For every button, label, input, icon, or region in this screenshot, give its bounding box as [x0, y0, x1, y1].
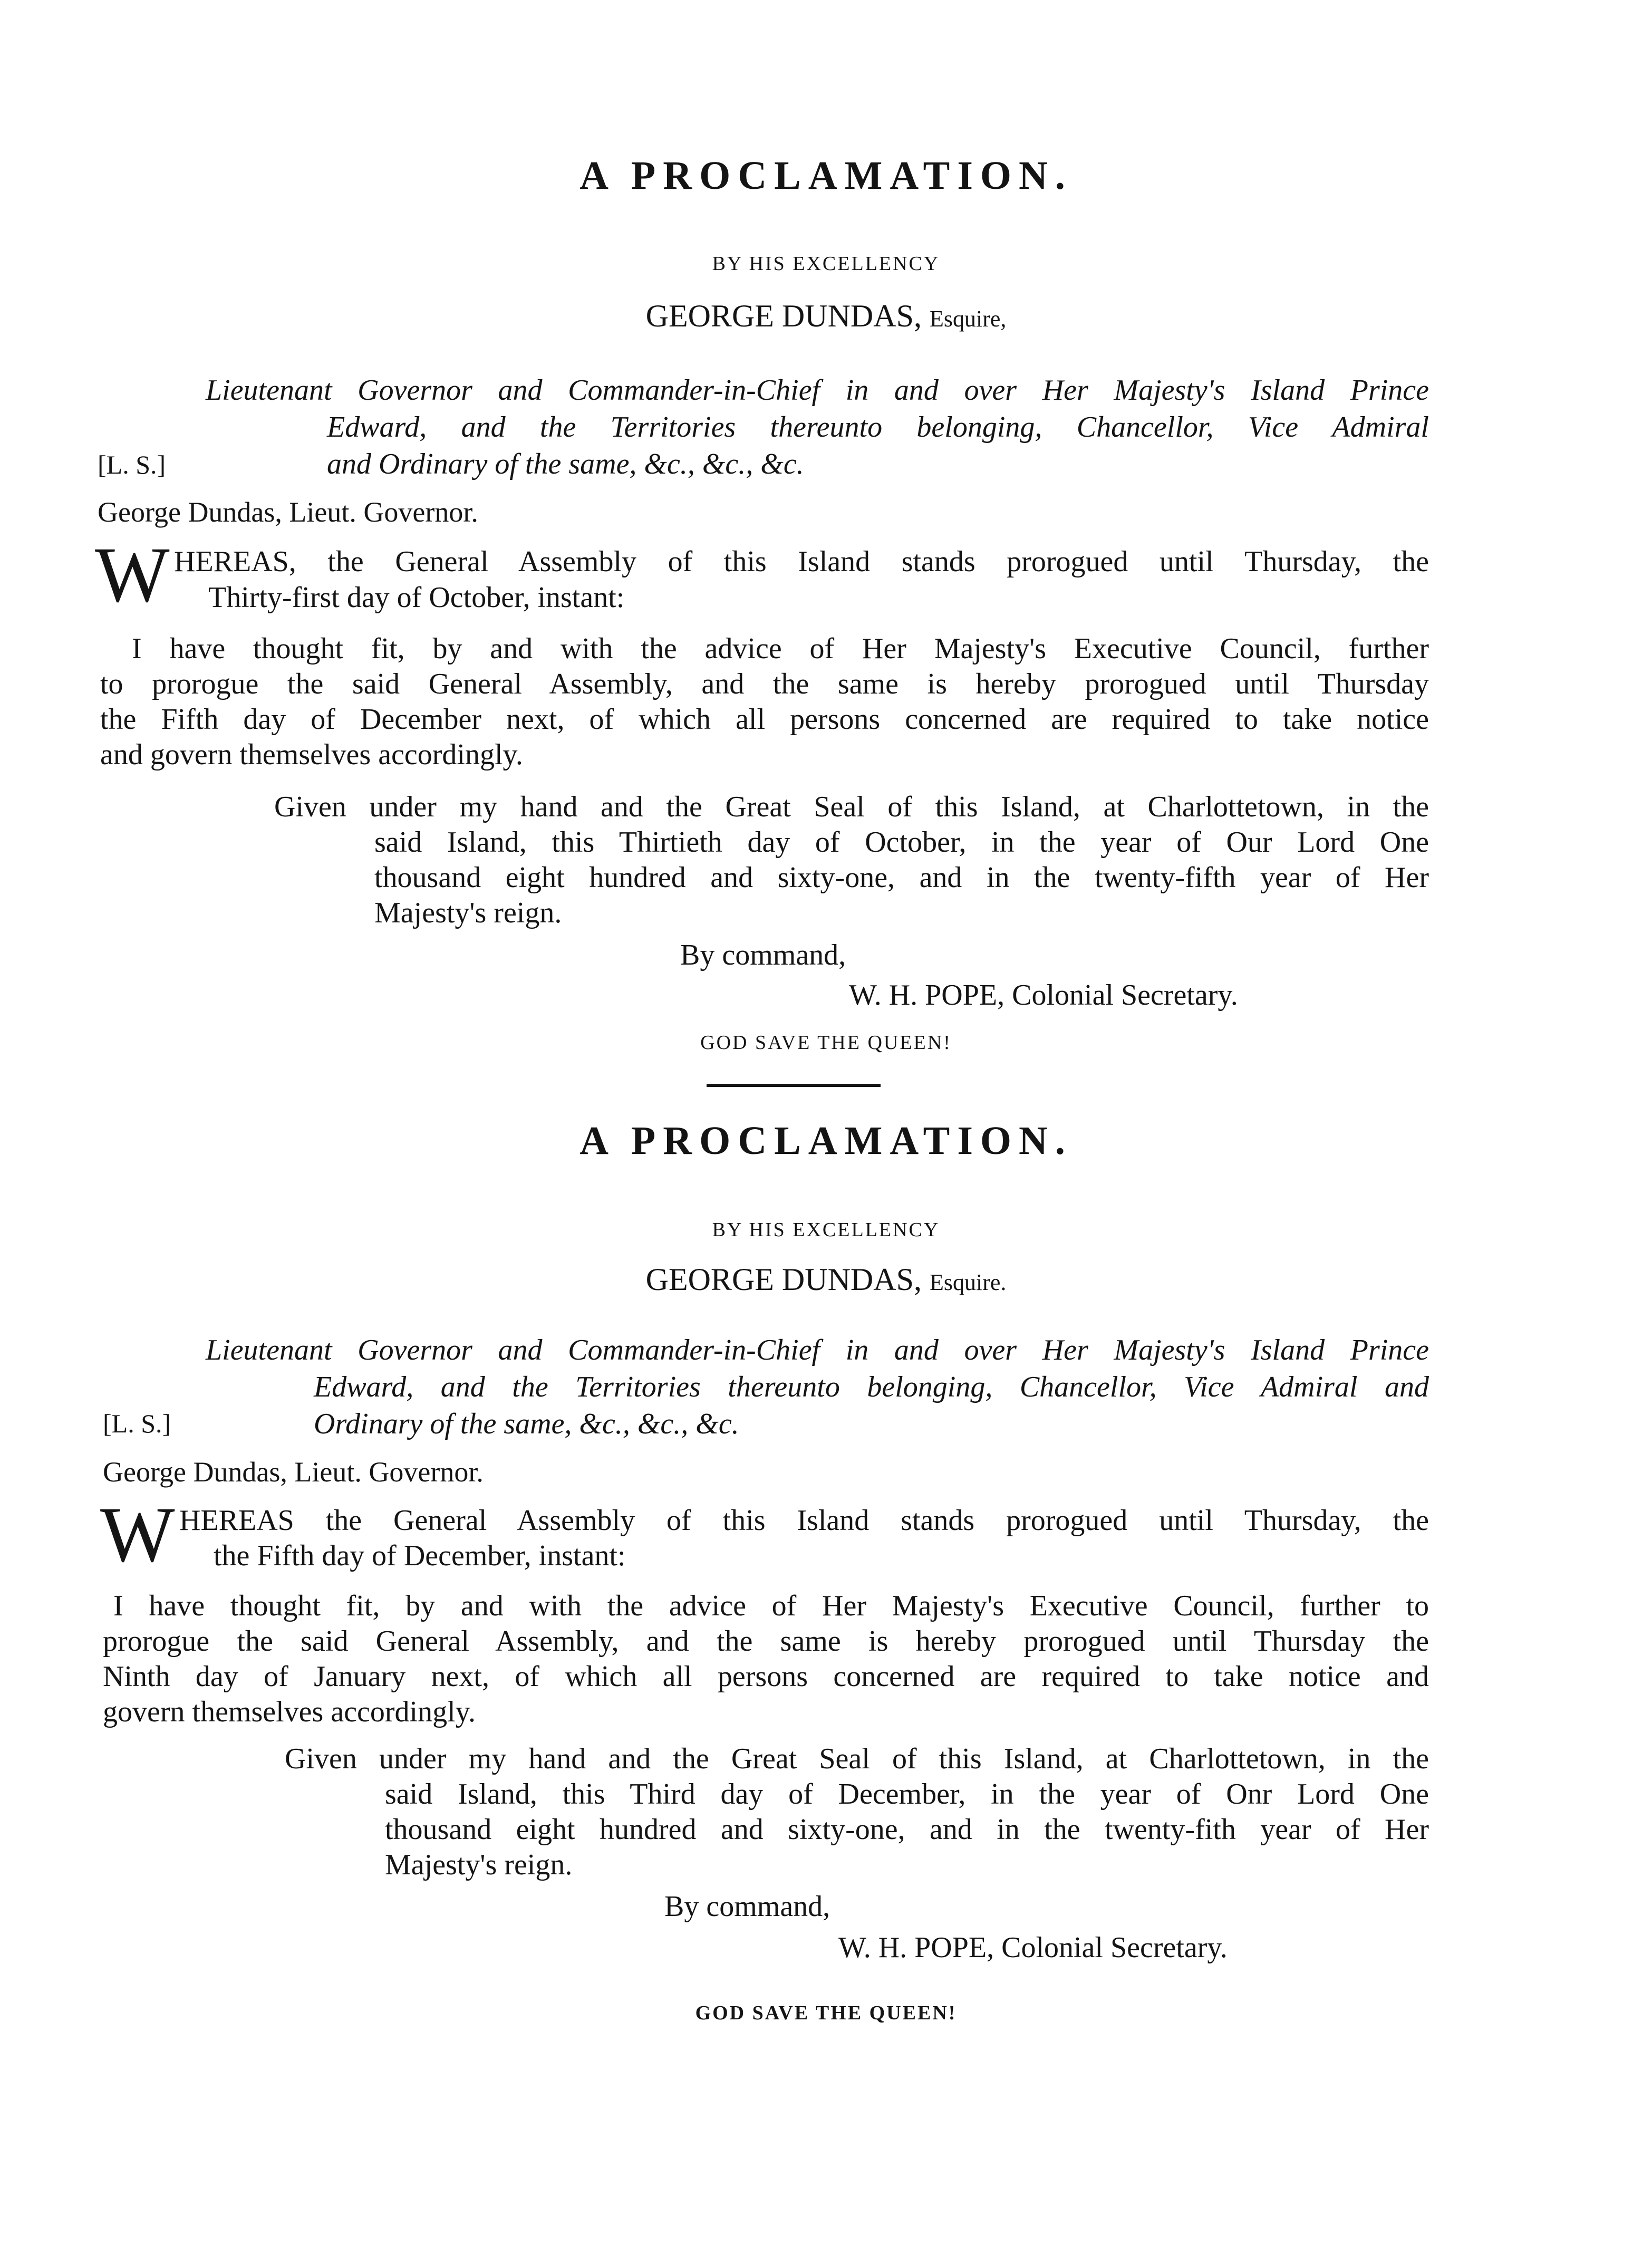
section-divider	[707, 1084, 881, 1087]
whereas-line-2: the Fifth day of December, instant:	[214, 1539, 626, 1572]
seal-mark: [L. S.]	[103, 1409, 171, 1438]
byline: BY HIS EXCELLENCY	[712, 1219, 940, 1241]
given-line-4: Majesty's reign.	[374, 897, 562, 929]
signature-line: George Dundas, Lieut. Governor.	[103, 1456, 484, 1488]
given-line-4: Majesty's reign.	[385, 1848, 573, 1881]
styles-line-2: Edward, and the Territories thereunto belonging, Chancellor, Vice Admiral	[327, 411, 1429, 444]
body-line-1: I have thought fit, by and with the advice of Her Majesty's Executive Council, further	[132, 632, 1429, 665]
god-save-the-queen: GOD SAVE THE QUEEN!	[700, 1032, 952, 1054]
styles-line-1: Lieutenant Governor and Commander-in-Chief in and over Her Majesty's Island Prince	[206, 374, 1429, 407]
governor-name	[0, 1262, 1652, 1298]
styles-line-3: and Ordinary of the same, &c., &c., &c.	[327, 448, 804, 480]
whereas-dropcap: W	[100, 1491, 175, 1578]
proclamation-title: A PROCLAMATION.	[579, 1119, 1073, 1163]
signature-line: George Dundas, Lieut. Governor.	[98, 496, 478, 528]
by-command: By command,	[680, 939, 846, 971]
given-line-3: thousand eight hundred and sixty-one, and in the twenty-fith year of Her	[385, 1813, 1429, 1846]
body-line-4: and govern themselves accordingly.	[100, 738, 523, 771]
governor-name-main: GEORGE DUNDAS,	[645, 1262, 922, 1297]
given-line-3: thousand eight hundred and sixty-one, and in the twenty-fifth year of Her	[374, 861, 1429, 894]
given-line-2: said Island, this Third day of December, in the year of Onr Lord One	[385, 1778, 1429, 1811]
body-line-3: Ninth day of January next, of which all persons concerned are required to take notice and	[103, 1660, 1429, 1693]
colonial-secretary: W. H. POPE, Colonial Secretary.	[849, 979, 1238, 1012]
whereas-line-1: HEREAS, the General Assembly of this Island stands prorogued until Thursday, the	[174, 545, 1429, 578]
seal-mark: [L. S.]	[98, 450, 166, 479]
byline: BY HIS EXCELLENCY	[712, 253, 940, 275]
given-line-1: Given under my hand and the Great Seal of this Island, at Charlottetown, in the	[285, 1742, 1429, 1775]
styles-line-3: Ordinary of the same, &c., &c., &c.	[314, 1408, 739, 1440]
whereas-line-2: Thirty-first day of October, instant:	[208, 581, 625, 614]
governor-name	[0, 298, 1652, 334]
given-line-2: said Island, this Thirtieth day of October, in the year of Our Lord One	[374, 826, 1429, 859]
governor-name-main: GEORGE DUNDAS,	[645, 299, 922, 333]
styles-line-2: Edward, and the Territories thereunto belonging, Chancellor, Vice Admiral and	[314, 1371, 1429, 1403]
proclamation-title: A PROCLAMATION.	[579, 153, 1073, 198]
whereas-line-1: HEREAS the General Assembly of this Island stands prorogued until Thursday, the	[179, 1504, 1429, 1537]
given-line-1: Given under my hand and the Great Seal of this Island, at Charlottetown, in the	[274, 791, 1429, 823]
body-line-1: I have thought fit, by and with the advice of Her Majesty's Executive Council, further to	[113, 1590, 1429, 1622]
body-line-3: the Fifth day of December next, of which all persons concerned are required to take notice	[100, 703, 1429, 736]
by-command: By command,	[664, 1890, 830, 1923]
colonial-secretary: W. H. POPE, Colonial Secretary.	[838, 1931, 1228, 1964]
body-line-2: to prorogue the said General Assembly, and the same is hereby prorogued until Thursday	[100, 668, 1429, 700]
body-line-4: govern themselves accordingly.	[103, 1696, 476, 1728]
god-save-the-queen: GOD SAVE THE QUEEN!	[695, 2002, 957, 2024]
governor-esquire: Esquire,	[929, 306, 1007, 332]
styles-line-1: Lieutenant Governor and Commander-in-Chief in and over Her Majesty's Island Prince	[206, 1334, 1429, 1366]
whereas-dropcap: W	[95, 531, 170, 619]
body-line-2: prorogue the said General Assembly, and the same is hereby prorogued until Thursday the	[103, 1625, 1429, 1658]
governor-esquire: Esquire.	[929, 1269, 1007, 1295]
